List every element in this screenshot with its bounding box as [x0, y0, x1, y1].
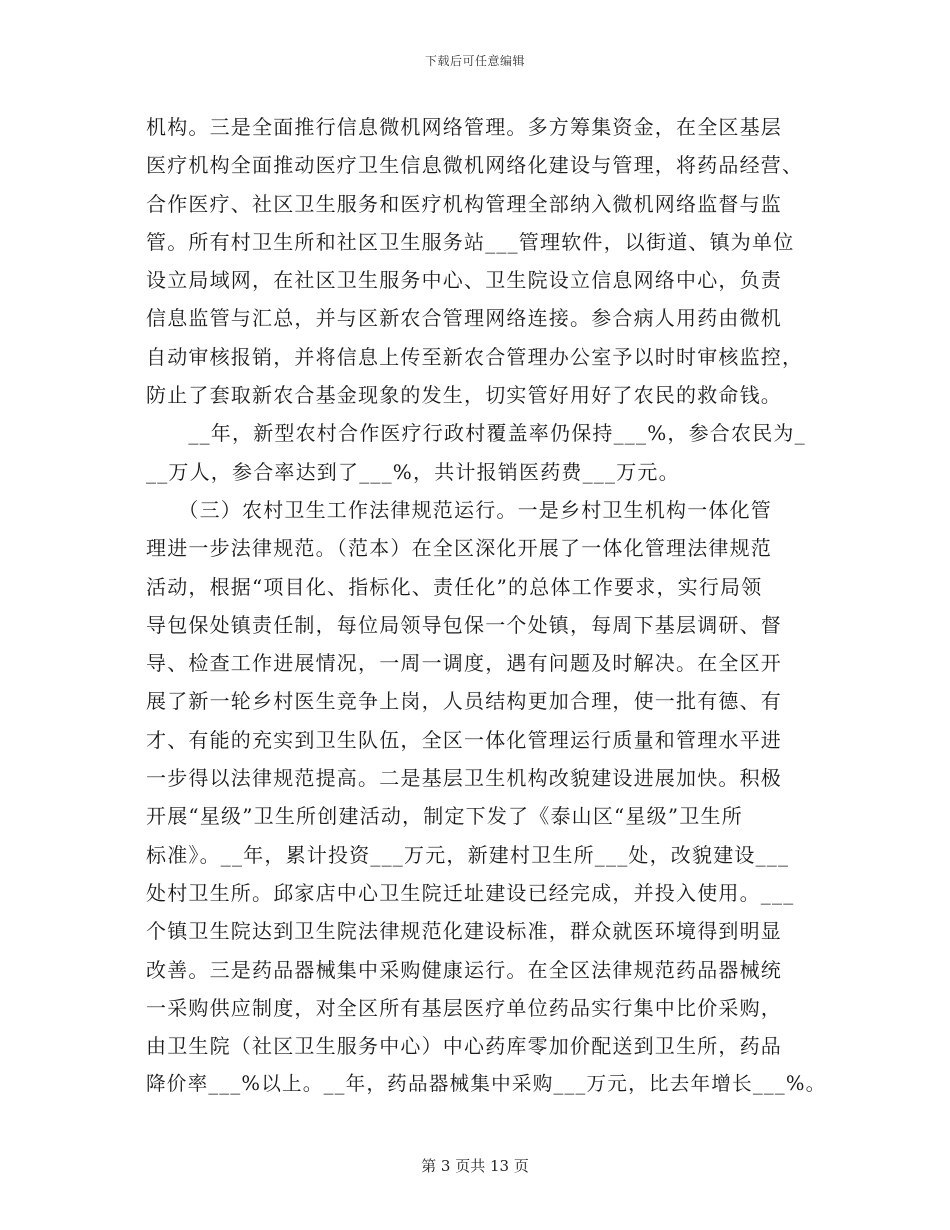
text-line: 机构。三是全面推行信息微机网络管理。多方筹集资金，在全区基层: [146, 115, 782, 139]
text-line: 管。所有村卫生所和社区卫生服务站___管理软件，以街道、镇为单位: [146, 229, 795, 254]
text-line: 由卫生院（社区卫生服务中心）中心药库零加价配送到卫生所，药品: [146, 1034, 782, 1059]
document-body: [146, 108, 827, 1104]
text-line: 信息监管与汇总，并与区新农合管理网络连接。参合病人用药由微机: [146, 306, 782, 331]
text-line: 改善。三是药品器械集中采购健康运行。在全区法律规范药品器械统: [146, 957, 782, 982]
text-line: 处村卫生所。邱家店中心卫生院迁址建设已经完成，并投入使用。___: [146, 880, 795, 905]
text-line: 防止了套取新农合基金现象的发生，切实管好用好了农民的救命钱。: [146, 383, 782, 408]
text-line: 降价率___%以上。__年，药品器械集中采购___万元，比去年增长___%。: [146, 1072, 827, 1096]
text-line: 个镇卫生院达到卫生院法律规范化建设标准，群众就医环境得到明显: [146, 919, 782, 944]
text-line: 展了新一轮乡村医生竞争上岗，人员结构更加合理，使一批有德、有: [146, 689, 782, 714]
page-header: 下载后可任意编辑: [424, 54, 525, 68]
text-line: 一步得以法律规范提高。二是基层卫生机构改貌建设进展加快。积极: [146, 766, 782, 791]
text-line: 才、有能的充实到卫生队伍，全区一体化管理运行质量和管理水平进: [146, 727, 782, 752]
text-line: 医疗机构全面推动医疗卫生信息微机网络化建设与管理，将药品经营、: [146, 153, 804, 178]
text-line: 活动，根据“项目化、指标化、责任化”的总体工作要求，实行局领: [146, 574, 763, 599]
text-line: 合作医疗、社区卫生服务和医疗机构管理全部纳入微机网络监督与监: [146, 191, 782, 216]
text-line: 导包保处镇责任制，每位局领导包保一个处镇，每周下基层调研、督: [146, 612, 782, 637]
text-line: 标准》。__年，累计投资___万元，新建村卫生所___处，改貌建设___: [146, 842, 790, 867]
text-line: 开展“星级”卫生所创建活动，制定下发了《泰山区“星级”卫生所: [146, 804, 743, 829]
text-line: __万人，参合率达到了___%，共计报销医药费___万元。: [146, 459, 680, 484]
text-line: 自动审核报销，并将信息上传至新农合管理办公室予以时时审核监控，: [146, 344, 804, 369]
text-line: 一采购供应制度，对全区所有基层医疗单位药品实行集中比价采购，: [146, 995, 782, 1020]
text-line: 理进一步法律规范。（范本）在全区深化开展了一体化管理法律规范: [146, 536, 772, 561]
text-line: __年，新型农村合作医疗行政村覆盖率仍保持___%，参合农民为_: [146, 421, 806, 446]
text-line: （三）农村卫生工作法律规范运行。一是乡村卫生机构一体化管: [146, 497, 772, 522]
text-line: 设立局域网，在社区卫生服务中心、卫生院设立信息网络中心，负责: [146, 268, 782, 293]
page-footer: 第 3 页共 13 页: [421, 1157, 529, 1175]
text-line: 导、检查工作进展情况，一周一调度，遇有问题及时解决。在全区开: [146, 651, 782, 676]
